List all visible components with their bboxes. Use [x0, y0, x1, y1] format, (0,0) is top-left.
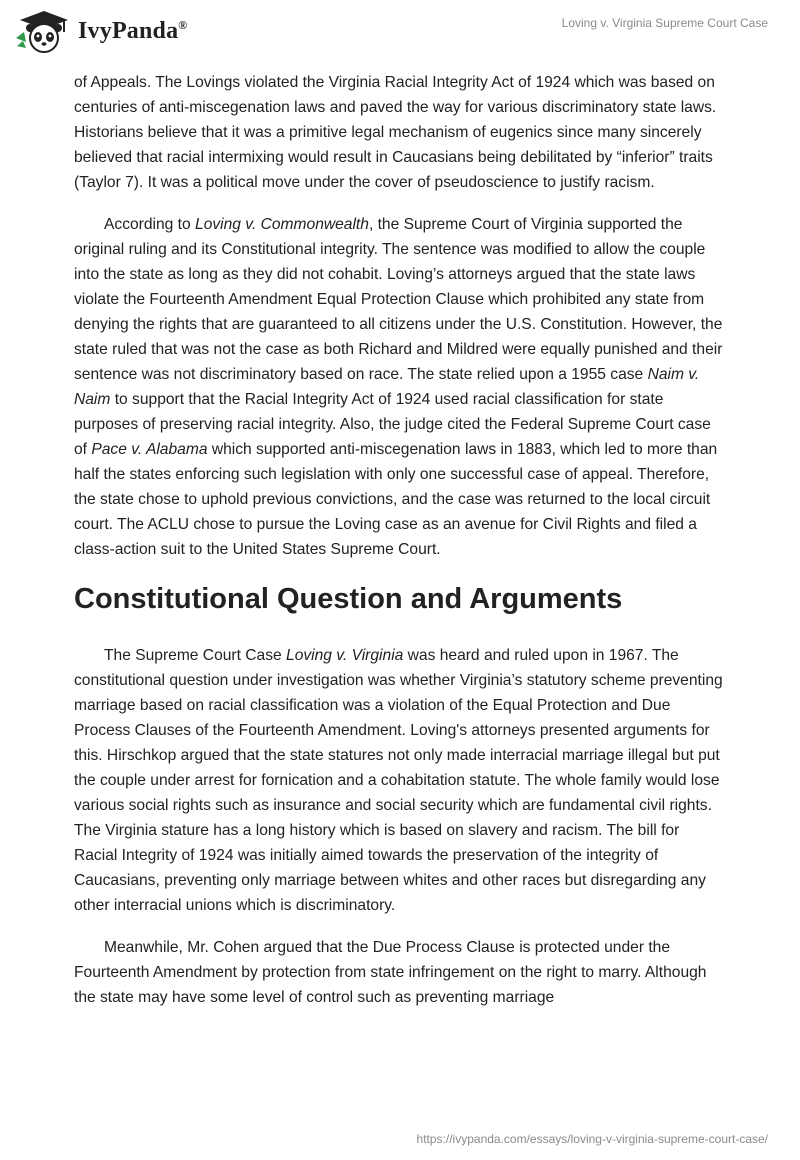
panda-graduate-icon: [14, 8, 72, 54]
case-name: Naim v. Naim: [74, 366, 700, 408]
case-name: Loving v. Commonwealth: [195, 216, 369, 233]
brand-name: IvyPanda®: [78, 17, 188, 44]
paragraph-4: Meanwhile, Mr. Cohen argued that the Due Process Clause is protected under the Fourteenth Amendment by protection from state infringement on the right to marry. Although the state may have some level of control such as preventing marriage: [74, 939, 707, 1006]
essay-content: [74, 70, 726, 1027]
source-url[interactable]: https://ivypanda.com/essays/loving-v-virginia-supreme-court-case/: [416, 1132, 768, 1146]
case-name: Loving v. Virginia: [286, 647, 404, 664]
paragraph-2: According to Loving v. Commonwealth, the Supreme Court of Virginia supported the original ruling and its Constitutional integrity. The sentence was modified to allow the couple into the state as long as they did not cohabit. Loving’s attorneys argued that the state laws violate the Fourteenth Amendment Equal Protection Clause which prohibited any state from denying the rights that are guaranteed to all citizens under the U.S. Constitution. However, the state ruled that was not the case as both Richard and Mildred were equally punished and their sentence was not discriminatory based on race. The state relied upon a 1955 case Naim v. Naim to support that the Racial Integrity Act of 1924 used racial classification for state purposes of preserving racial integrity. Also, the judge cited the Federal Supreme Court case of Pace v. Alabama which supported anti-miscegenation laws in 1883, which led to more than half the states enforcing such legislation with only one successful case of appeal. Therefore, the state chose to uphold previous convictions, and the case was returned to the local circuit court. The ACLU chose to pursue the Loving case as an avenue for Civil Rights and filed a class-action suit to the United States Supreme Court.: [74, 216, 723, 558]
section-heading: Constitutional Question and Arguments: [74, 583, 623, 615]
page-header: [0, 0, 800, 70]
brand-logo[interactable]: [14, 8, 187, 54]
paragraph-3: The Supreme Court Case Loving v. Virginia was heard and ruled upon in 1967. The constitutional question under investigation was whether Virginia’s statutory scheme preventing marriage based on racial classification was a violation of the Equal Protection and Due Process Clauses of the Fourteenth Amendment. Loving's attorneys presented arguments for this. Hirschkop argued that the state statures not only made interracial marriage illegal but put the couple under arrest for fornication and a cohabitation statute. The whole family would lose various social rights such as insurance and social security which are fundamental civil rights. The Virginia stature has a long history which is based on slavery and racism. The bill for Racial Integrity of 1924 was initially aimed towards the preservation of the integrity of Caucasians, preventing only marriage between whites and other races but disregarding any other interracial unions which is discriminatory.: [74, 647, 723, 914]
paragraph-1: of Appeals. The Lovings violated the Virginia Racial Integrity Act of 1924 which was based on centuries of anti-miscegenation laws and paved the way for various discriminatory state laws. Historians believe that it was a primitive legal mechanism of eugenics since many sincerely believed that racial intermixing would result in Caucasians being debilitated by “inferior” traits (Taylor 7). It was a political move under the cover of pseudoscience to justify racism.: [74, 74, 717, 191]
case-name: Pace v. Alabama: [91, 441, 208, 458]
document-title: Loving v. Virginia Supreme Court Case: [561, 16, 768, 30]
